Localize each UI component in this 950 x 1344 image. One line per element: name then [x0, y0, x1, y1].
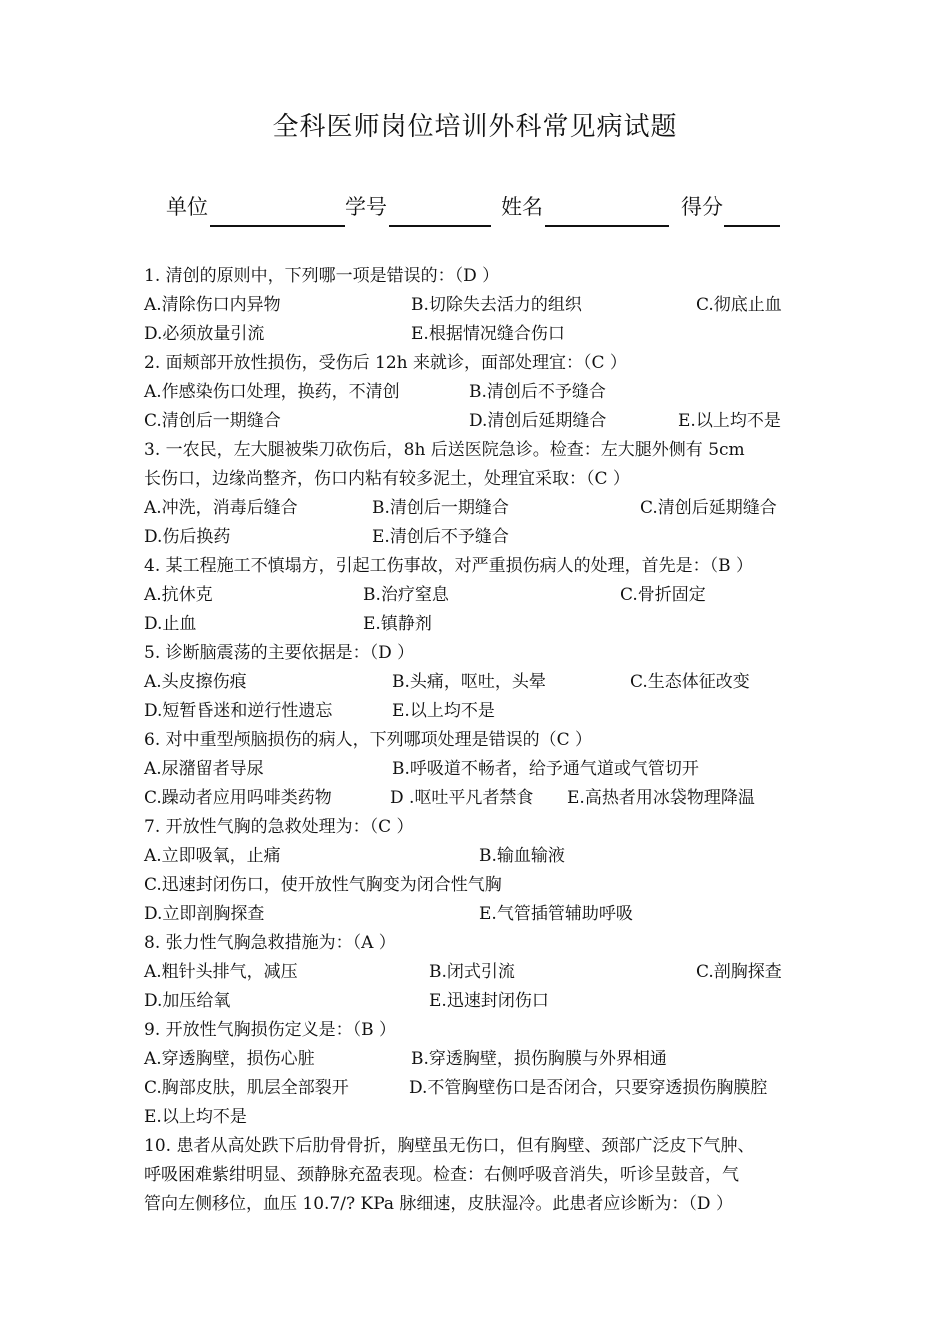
option-row	[0, 523, 950, 552]
stem-text: 8. 张力性气胸急救措施为：（A ）	[144, 933, 396, 953]
option: A.抗休克	[144, 585, 213, 605]
stem-text: 管向左侧移位，血压 10.7/? KPa 脉细速，皮肤湿冷。此患者应诊断为：（D ）	[144, 1194, 733, 1214]
option: E.以上均不是	[678, 411, 781, 431]
option: A.立即吸氧，止痛	[144, 846, 281, 866]
option: E.清创后不予缝合	[372, 527, 509, 547]
option-row	[0, 668, 950, 697]
option-row	[0, 871, 950, 900]
option-row	[0, 987, 950, 1016]
option: D.加压给氧	[144, 991, 231, 1011]
option: B.切除失去活力的组织	[411, 295, 582, 315]
name-blank[interactable]	[545, 225, 669, 227]
option-row	[0, 958, 950, 987]
question-stem	[0, 813, 950, 842]
option-row	[0, 378, 950, 407]
option: E.以上均不是	[144, 1107, 247, 1127]
option: A.清除伤口内异物	[144, 295, 281, 315]
stem-text: 9. 开放性气胸损伤定义是：（B ）	[144, 1020, 397, 1040]
stem-text: 6. 对中重型颅脑损伤的病人，下列哪项处理是错误的（C ）	[144, 730, 593, 750]
option: B.输血输液	[479, 846, 565, 866]
question-stem	[0, 1016, 950, 1045]
option-row	[0, 291, 950, 320]
score-blank[interactable]	[724, 225, 780, 227]
option: B.清创后一期缝合	[372, 498, 509, 518]
stem-text: 3. 一农民，左大腿被柴刀砍伤后，8h 后送医院急诊。检查：左大腿外侧有 5cm	[144, 440, 745, 460]
stem-text: 1. 清创的原则中，下列哪一项是错误的：（D ）	[144, 266, 500, 286]
option: B.治疗窒息	[363, 585, 449, 605]
question-stem	[0, 1161, 950, 1190]
option: D.必须放量引流	[144, 324, 265, 344]
option-row	[0, 697, 950, 726]
option-row	[0, 320, 950, 349]
option: D.止血	[144, 614, 197, 634]
option: D.立即剖胸探查	[144, 904, 265, 924]
score-label: 得分	[681, 195, 723, 219]
stem-text: 5. 诊断脑震荡的主要依据是：（D ）	[144, 643, 415, 663]
option-row	[0, 610, 950, 639]
option: C.胸部皮肤，肌层全部裂开	[144, 1078, 349, 1098]
question-stem	[0, 436, 950, 465]
stem-text: 7. 开放性气胸的急救处理为：（C ）	[144, 817, 414, 837]
option: A.冲洗，消毒后缝合	[144, 498, 298, 518]
option-row	[0, 407, 950, 436]
page-title: 全科医师岗位培训外科常见病试题	[272, 112, 678, 142]
stem-text: 10. 患者从高处跌下后肋骨骨折，胸壁虽无伤口，但有胸壁、颈部广泛皮下气肿、	[144, 1136, 755, 1156]
option-row	[0, 784, 950, 813]
option: C.骨折固定	[620, 585, 706, 605]
option: C.生态体征改变	[630, 672, 750, 692]
option: D .呕吐平凡者禁食	[390, 788, 534, 808]
option-row	[0, 1045, 950, 1074]
stem-text: 长伤口，边缘尚整齐，伤口内粘有较多泥土，处理宜采取：（C ）	[144, 469, 630, 489]
option: B.头痛，呕吐，头晕	[392, 672, 546, 692]
option: C.迅速封闭伤口，使开放性气胸变为闭合性气胸	[144, 875, 502, 895]
option: B.清创后不予缝合	[469, 382, 606, 402]
option: E.镇静剂	[363, 614, 432, 634]
question-stem	[0, 1190, 950, 1219]
unit-blank[interactable]	[210, 225, 345, 227]
question-stem	[0, 1132, 950, 1161]
question-stem	[0, 465, 950, 494]
option: D.清创后延期缝合	[469, 411, 607, 431]
id-label: 学号	[345, 195, 387, 219]
option: C.躁动者应用吗啡类药物	[144, 788, 332, 808]
option: C.剖胸探查	[696, 962, 782, 982]
option: A.头皮擦伤痕	[144, 672, 247, 692]
stem-text: 4. 某工程施工不慎塌方，引起工伤事故，对严重损伤病人的处理，首先是：（B ）	[144, 556, 754, 576]
option-row	[0, 1103, 950, 1132]
question-stem	[0, 639, 950, 668]
option: C.清创后一期缝合	[144, 411, 281, 431]
option: E.高热者用冰袋物理降温	[567, 788, 755, 808]
option: C.清创后延期缝合	[640, 498, 777, 518]
option: A.尿潴留者导尿	[144, 759, 264, 779]
question-stem	[0, 929, 950, 958]
id-blank[interactable]	[389, 225, 491, 227]
option: D.不管胸壁伤口是否闭合，只要穿透损伤胸膜腔	[409, 1078, 768, 1098]
option: B.闭式引流	[429, 962, 515, 982]
option: B.呼吸道不畅者，给予通气道或气管切开	[392, 759, 699, 779]
option-row	[0, 842, 950, 871]
option: B.穿透胸壁，损伤胸膜与外界相通	[411, 1049, 667, 1069]
question-stem	[0, 552, 950, 581]
option: E.气管插管辅助呼吸	[479, 904, 633, 924]
stem-text: 呼吸困难紫绀明显、颈静脉充盈表现。检查：右侧呼吸音消失，听诊呈鼓音，气	[144, 1165, 739, 1185]
unit-label: 单位	[166, 195, 208, 219]
option: D.短暂昏迷和逆行性遗忘	[144, 701, 333, 721]
header-fields	[0, 192, 950, 232]
question-stem	[0, 349, 950, 378]
option-row	[0, 581, 950, 610]
question-stem	[0, 262, 950, 291]
option: A.作感染伤口处理，换药，不清创	[144, 382, 400, 402]
name-label: 姓名	[501, 195, 543, 219]
option: D.伤后换药	[144, 527, 231, 547]
option: C.彻底止血	[696, 295, 782, 315]
option: E.根据情况缝合伤口	[411, 324, 565, 344]
question-stem	[0, 726, 950, 755]
option: E.迅速封闭伤口	[429, 991, 549, 1011]
option: A.粗针头排气，减压	[144, 962, 298, 982]
option: A.穿透胸壁，损伤心脏	[144, 1049, 315, 1069]
option-row	[0, 900, 950, 929]
stem-text: 2. 面颊部开放性损伤，受伤后 12h 来就诊，面部处理宜：（C ）	[144, 353, 627, 373]
option-row	[0, 1074, 950, 1103]
option-row	[0, 755, 950, 784]
option-row	[0, 494, 950, 523]
option: E.以上均不是	[392, 701, 495, 721]
